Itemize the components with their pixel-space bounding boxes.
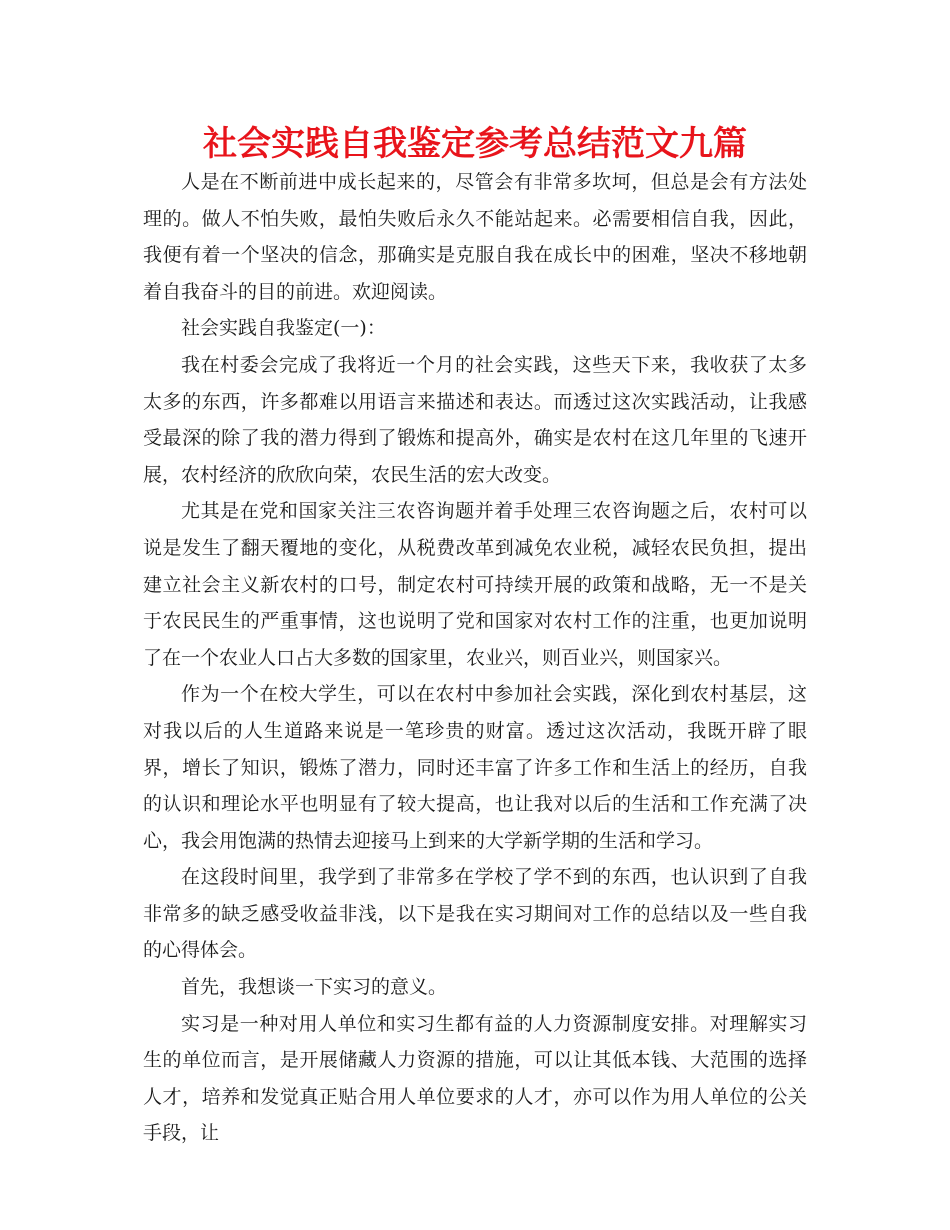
paragraph: 在这段时间里，我学到了非常多在学校了学不到的东西，也认识到了自我非常多的缺乏感受收益非浅，以下是我在实习期间对工作的总结以及一些自我的心得体会。 <box>143 866 807 962</box>
paragraph: 实习是一种对用人单位和实习生都有益的人力资源制度安排。对理解实习生的单位而言，是开展储藏人力资源的措施，可以让其低本钱、大范围的选择人才，培养和发觉真正贴合用人单位要求的人才，亦可以作为用人单位的公关手段，让 <box>143 1012 807 1145</box>
paragraph: 作为一个在校大学生，可以在农村中参加社会实践，深化到农村基层，这对我以后的人生道路来说是一笔珍贵的财富。透过这次活动，我既开辟了眼界，增长了知识，锻炼了潜力，同时还丰富了许多工作和生活上的经历，自我的认识和理论水平也明显有了较大提高，也让我对以后的生活和工作充满了决心，我会用饱满的热情去迎接马上到来的大学新学期的生活和学习。 <box>143 683 807 852</box>
paragraph: 首先，我想谈一下实习的意义。 <box>181 976 448 999</box>
document-title: 社会实践自我鉴定参考总结范文九篇 <box>203 124 747 164</box>
paragraph-intro: 人是在不断前进中成长起来的，尽管会有非常多坎坷，但总是会有方法处理的。做人不怕失败，最怕失败后永久不能站起来。必需要相信自我，因此，我便有着一个坚决的信念，那确实是克服自我在成长中的困难，坚决不移地朝着自我奋斗的目的前进。欢迎阅读。 <box>143 171 807 303</box>
paragraph: 我在村委会完成了我将近一个月的社会实践，这些天下来，我收获了太多太多的东西，许多都难以用语言来描述和表达。而透过这次实践活动，让我感受最深的除了我的潜力得到了锻炼和提高外，确实是农村在这几年里的飞速开展，农村经济的欣欣向荣，农民生活的宏大改变。 <box>143 353 807 486</box>
paragraph: 尤其是在党和国家关注三农咨询题并着手处理三农咨询题之后，农村可以说是发生了翻天覆地的变化，从税费改革到减免农业税，减轻农民负担，提出建立社会主义新农村的口号，制定农村可持续开展的政策和战略，无一不是关于农民民生的严重事情，这也说明了党和国家对农村工作的注重，也更加说明了在一个农业人口占大多数的国家里，农业兴，则百业兴，则国家兴。 <box>143 500 807 669</box>
paragraph-section-heading: 社会实践自我鉴定(一)： <box>181 317 386 340</box>
document-body <box>143 164 807 1152</box>
